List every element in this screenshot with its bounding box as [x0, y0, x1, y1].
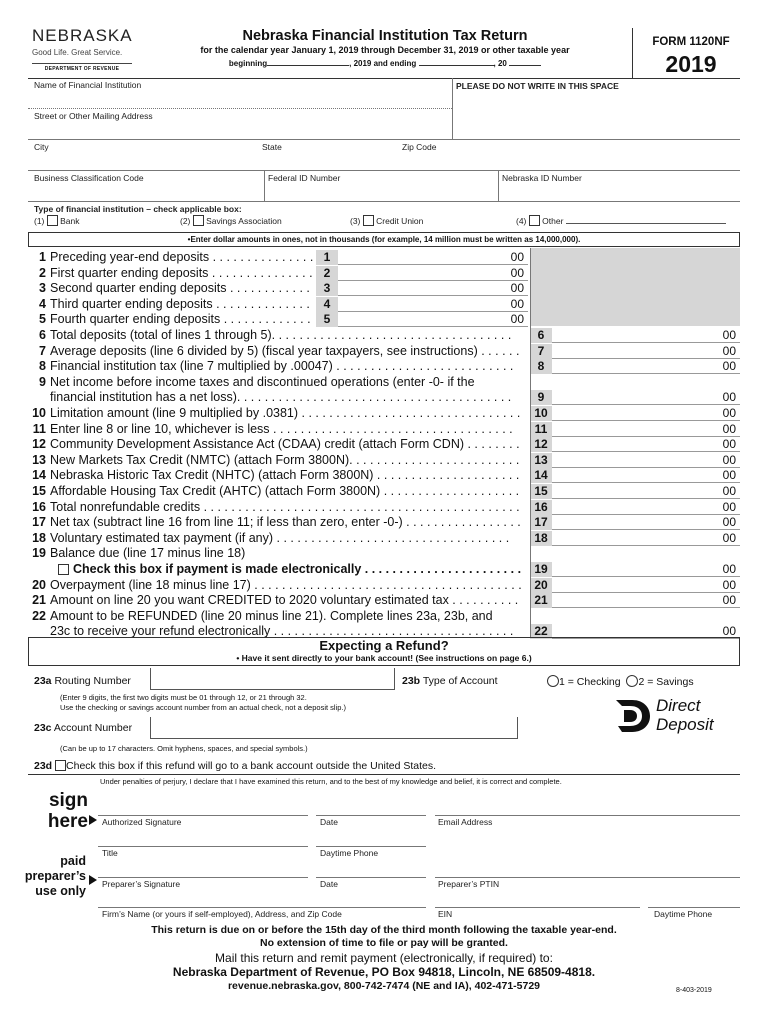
line-number: 12: [32, 437, 46, 451]
line-text: New Markets Tax Credit (NMTC) (attach Form 3800N). . . . . . . . . . . . . . . . . . . . . . . . .: [50, 453, 520, 467]
amount-field-16[interactable]: [552, 500, 740, 515]
line-15: [32, 484, 519, 499]
cents-9: 00: [722, 390, 736, 404]
line-box-12: 12: [530, 437, 552, 452]
line-9: [32, 375, 475, 390]
line-box-20: 20: [530, 578, 552, 593]
credit-union-checkbox[interactable]: [363, 215, 374, 226]
line-number: 1: [39, 250, 46, 264]
form-year: 2019: [665, 51, 717, 77]
other-checkbox[interactable]: [529, 215, 540, 226]
amount-field-3[interactable]: [338, 281, 528, 296]
zip-label: Zip Code: [402, 142, 437, 152]
street-field[interactable]: [28, 109, 452, 138]
cents-15: 00: [722, 484, 736, 498]
amount-notice: •Enter dollar amounts in ones, not in thousands (for example, 14 million must be written as 14,000,000).: [28, 232, 740, 247]
line-text: Financial institution tax (line 7 multiplied by .00047) . . . . . . . . . . . . . . . . . . . . . . . . . .: [50, 359, 514, 373]
line-number: 9: [39, 375, 46, 389]
line-4: [32, 297, 310, 312]
line-box-11: 11: [530, 422, 552, 437]
authorized-signature-label: Authorized Signature: [102, 817, 182, 827]
line-2: [32, 266, 313, 281]
contact-info: revenue.nebraska.gov, 800-742-7474 (NE and IA), 402-471-5729: [227, 980, 541, 992]
line-text: Check this box if payment is made electronically . . . . . . . . . . . . . . . . . . . . . . .: [73, 562, 522, 576]
other-field[interactable]: [566, 223, 726, 224]
line-number: 18: [32, 531, 46, 545]
line-number: 17: [32, 515, 46, 529]
direct-deposit-logo: [614, 696, 724, 740]
authorized-signature-field[interactable]: [98, 793, 308, 815]
cents-10: 00: [722, 406, 736, 420]
fein-field[interactable]: [265, 171, 498, 200]
line-text: financial institution has a net loss). . . . . . . . . . . . . . . . . . . . . . . . . . . . . . . . . . . . . . . .: [50, 390, 512, 404]
cents-16: 00: [722, 500, 736, 514]
amount-field-14[interactable]: [552, 468, 740, 483]
routing-note-1: (Enter 9 digits, the first two digits must be 01 through 12, or 21 through 32.: [60, 693, 307, 702]
amount-field-21[interactable]: [552, 593, 740, 608]
firm-label: Firm’s Name (or yours if self-employed), Address, and Zip Code: [102, 909, 342, 919]
line-text: Affordable Housing Tax Credit (AHTC) (attach Form 3800N) . . . . . . . . . . . . . . . . . . . .: [50, 484, 520, 498]
mail-instruction: Mail this return and remit payment (electronically, if required) to:: [215, 951, 553, 965]
line-number: 8: [39, 359, 46, 373]
line-box-22: 22: [530, 624, 552, 639]
savings-association-checkbox[interactable]: [193, 215, 204, 226]
logo: [32, 26, 132, 72]
line-12: [32, 437, 520, 452]
bcc-label: Business Classification Code: [34, 173, 144, 183]
line-16: [32, 500, 520, 515]
checking-radio[interactable]: [547, 675, 559, 687]
cents-17: 00: [722, 515, 736, 529]
sign-here: sign here: [47, 790, 88, 832]
line-number: 5: [39, 312, 46, 326]
sign-arrow-icon: [89, 815, 97, 825]
ptin-field[interactable]: [435, 857, 740, 877]
sign-date-label: Date: [320, 817, 338, 827]
amount-field-11[interactable]: [552, 422, 740, 437]
line-box-6: 6: [530, 328, 552, 343]
phone-field[interactable]: [316, 826, 426, 846]
line-text: Overpayment (line 18 minus line 17) . . . . . . . . . . . . . . . . . . . . . . . . . . . . . . . . . . . . . . .: [50, 578, 522, 592]
line-number: 2: [39, 266, 46, 280]
line-text: Preceding year-end deposits . . . . . . . . . . . . . . .: [50, 250, 314, 264]
line-box-18: 18: [530, 531, 552, 546]
neid-label: Nebraska ID Number: [502, 173, 582, 183]
line-18: [32, 531, 509, 546]
line-22: [32, 609, 493, 624]
line-text: Limitation amount (line 9 multiplied by .0381) . . . . . . . . . . . . . . . . . . . . . . . . . . . . . . . .: [50, 406, 521, 420]
line-box-7: 7: [530, 344, 552, 359]
account-type-label: 23b Type of Account: [402, 675, 498, 687]
line-number: 13: [32, 453, 46, 467]
line-text: Net income before income taxes and discontinued operations (enter -0- if the: [50, 375, 475, 389]
line-box-1: 1: [316, 250, 338, 265]
line-box-13: 13: [530, 453, 552, 468]
account-note: (Can be up to 17 characters. Omit hyphens, spaces, and special symbols.): [60, 744, 308, 753]
preparer-arrow-icon: [89, 875, 97, 885]
cents-21: 00: [722, 593, 736, 607]
amount-field-15[interactable]: [552, 484, 740, 499]
cents-8: 00: [722, 359, 736, 373]
line-20: [32, 578, 522, 593]
line-text: Fourth quarter ending deposits . . . . . . . . . . . . .: [50, 312, 311, 326]
line-box-19: 19: [530, 562, 552, 577]
line-9: [32, 390, 511, 405]
city-field[interactable]: [28, 140, 258, 169]
routing-label: 23a Routing Number: [34, 675, 131, 687]
preparer-date-label: Date: [320, 879, 338, 889]
line-11: [32, 422, 513, 437]
amount-field-9[interactable]: [552, 390, 740, 405]
line-21: [32, 593, 518, 608]
state-label: State: [262, 142, 282, 152]
cents-5: 00: [510, 312, 524, 326]
amount-field-19[interactable]: [552, 562, 740, 577]
line-number: 3: [39, 281, 46, 295]
line-text: Total nonrefundable credits . . . . . . . . . . . . . . . . . . . . . . . . . . . . . . . . . . . . . . . . . . . . . .: [50, 500, 520, 514]
account-type-options: 1 = Checking 2 = Savings: [547, 675, 694, 688]
line-text: Amount on line 20 you want CREDITED to 2020 voluntary estimated tax . . . . . . . . . .: [50, 593, 519, 607]
amount-field-18[interactable]: [552, 531, 740, 546]
line-text: Amount to be REFUNDED (line 20 minus line 21). Complete lines 23a, 23b, and: [50, 609, 493, 623]
amount-field-5[interactable]: [338, 312, 528, 327]
line-8: [32, 359, 513, 374]
ein-field[interactable]: [435, 888, 640, 907]
routing-note-2: Use the checking or savings account number from an actual check, not a deposit slip.): [60, 703, 346, 712]
paid-preparer: paid preparer’s use only: [24, 854, 86, 898]
line-text: Total deposits (total of lines 1 through 5). . . . . . . . . . . . . . . . . . . . . . . . . . . . . . . . . . .: [50, 328, 512, 342]
line-3: [32, 281, 310, 296]
line-5: [32, 312, 311, 327]
line-box-3: 3: [316, 281, 338, 296]
line-14: [32, 468, 519, 483]
do-not-write-label: PLEASE DO NOT WRITE IN THIS SPACE: [456, 81, 619, 91]
line-box-9: 9: [530, 390, 552, 405]
cents-14: 00: [722, 468, 736, 482]
amount-field-20[interactable]: [552, 578, 740, 593]
line-number: 21: [32, 593, 46, 607]
amount-field-4[interactable]: [338, 297, 528, 312]
line-number: 15: [32, 484, 46, 498]
preparer-signature-field[interactable]: [98, 857, 308, 877]
cents-1: 00: [510, 250, 524, 264]
cents-22: 00: [722, 624, 736, 638]
line-box-15: 15: [530, 484, 552, 499]
direct-deposit-word-1: Direct: [656, 696, 701, 715]
refund-box: [28, 637, 740, 666]
line-number: 10: [32, 406, 46, 420]
preparer-phone-label: Daytime Phone: [654, 909, 713, 919]
account-number-label: 23c Account Number: [34, 722, 133, 734]
line-6: [32, 328, 511, 343]
line-text: 23c to receive your refund electronically . . . . . . . . . . . . . . . . . . . . . . . . . . . . . . . . . . .: [50, 624, 514, 638]
amount-field-7[interactable]: [552, 344, 740, 359]
line-text: Community Development Assistance Act (CDAA) credit (attach Form CDN) . . . . . . . .: [50, 437, 520, 451]
direct-deposit-word-2: Deposit: [656, 715, 714, 734]
line-text: Second quarter ending deposits . . . . . . . . . . . .: [50, 281, 310, 295]
state-field[interactable]: [258, 140, 398, 169]
amount-field-13[interactable]: [552, 453, 740, 468]
line-number: 19: [32, 546, 46, 560]
line-box-14: 14: [530, 468, 552, 483]
line-number: 16: [32, 500, 46, 514]
form-title: Nebraska Financial Institution Tax Return: [242, 28, 528, 44]
cents-13: 00: [722, 453, 736, 467]
line-box-10: 10: [530, 406, 552, 421]
refund-heading: Expecting a Refund?: [319, 638, 449, 653]
foreign-account-row: 23d Check this box if this refund will go to a bank account outside the United States.: [34, 760, 437, 772]
amount-field-6[interactable]: [552, 328, 740, 343]
line-text: Voluntary estimated tax payment (if any) . . . . . . . . . . . . . . . . . . . . . . . . . . . . . . . . . .: [50, 531, 510, 545]
ein-label: EIN: [438, 909, 453, 919]
line-box-2: 2: [316, 266, 338, 281]
line-box-8: 8: [530, 359, 552, 374]
line-text: Nebraska Historic Tax Credit (NHTC) (attach Form 3800N) . . . . . . . . . . . . . . . . . . . . .: [50, 468, 520, 482]
line-13: [32, 453, 519, 468]
cents-6: 00: [722, 328, 736, 342]
amount-field-8[interactable]: [552, 359, 740, 374]
line-19: [32, 546, 245, 561]
line-text: Net tax (subtract line 16 from line 11; if less than zero, enter -0-) . . . . . . . . . . . . . . . . .: [50, 515, 521, 529]
cents-19: 00: [722, 562, 736, 576]
line-number: 22: [32, 609, 46, 623]
line-number: 6: [39, 328, 46, 342]
amount-field-10[interactable]: [552, 406, 740, 421]
line-number: 4: [39, 297, 46, 311]
line-7: [32, 344, 519, 359]
line-box-17: 17: [530, 515, 552, 530]
line-box-5: 5: [316, 312, 338, 327]
logo-dept: DEPARTMENT OF REVENUE: [44, 66, 120, 72]
form-number: 8-403-2019: [676, 987, 712, 994]
type-heading: Type of financial institution – check applicable box:: [34, 204, 242, 214]
line-box-16: 16: [530, 500, 552, 515]
line-number: 14: [32, 468, 46, 482]
neid-field[interactable]: [499, 171, 740, 200]
email-field[interactable]: [435, 793, 740, 815]
refund-sub: • Have it sent directly to your bank account! (See instructions on page 6.): [236, 653, 532, 663]
bcc-field[interactable]: [28, 171, 264, 200]
preparer-phone-field[interactable]: [648, 888, 740, 907]
due-date-1: This return is due on or before the 15th day of the third month following the taxable year-end.: [151, 924, 617, 936]
logo-name: NEBRASKA: [32, 26, 133, 45]
line-text: Enter line 8 or line 10, whichever is less . . . . . . . . . . . . . . . . . . . . . . . . . . . . . . . . . . .: [50, 422, 513, 436]
cents-12: 00: [722, 437, 736, 451]
bank-checkbox[interactable]: [47, 215, 58, 226]
line-number: 7: [39, 344, 46, 358]
cents-11: 00: [722, 422, 736, 436]
name-label: Name of Financial Institution: [34, 80, 142, 90]
name-field[interactable]: [28, 79, 452, 108]
amount-field-17[interactable]: [552, 515, 740, 530]
logo-tagline: Good Life. Great Service.: [32, 48, 123, 57]
cents-3: 00: [510, 281, 524, 295]
due-date-2: No extension of time to file or pay will be granted.: [260, 937, 508, 949]
preparer-date-field[interactable]: [316, 857, 426, 877]
zip-field[interactable]: [398, 140, 740, 169]
cents-4: 00: [510, 297, 524, 311]
routing-field[interactable]: [150, 668, 395, 690]
form-id: FORM 1120NF: [652, 36, 730, 48]
mail-address: Nebraska Department of Revenue, PO Box 94818, Lincoln, NE 68509-4818.: [172, 965, 596, 979]
line-box-21: 21: [530, 593, 552, 608]
line-number: 11: [32, 422, 46, 436]
cents-20: 00: [722, 578, 736, 592]
amount-field-2[interactable]: [338, 266, 528, 281]
fein-label: Federal ID Number: [268, 173, 341, 183]
amount-field-1[interactable]: [338, 250, 528, 265]
preparer-signature-label: Preparer’s Signature: [102, 879, 181, 889]
cents-7: 00: [722, 344, 736, 358]
line-number: 20: [32, 578, 46, 592]
street-label: Street or Other Mailing Address: [34, 111, 153, 121]
perjury-statement: Under penalties of perjury, I declare that I have examined this return, and to the best of my knowledge and belief, it is correct and complete.: [100, 777, 562, 786]
line-1: [32, 250, 313, 265]
cents-2: 00: [510, 266, 524, 280]
sign-date-field[interactable]: [316, 793, 426, 815]
line-text: Balance due (line 17 minus line 18): [50, 546, 246, 560]
form-subtitle: for the calendar year January 1, 2019 through December 31, 2019 or other taxable year: [200, 45, 570, 55]
line-10: [32, 406, 520, 421]
account-number-field[interactable]: [150, 717, 518, 739]
line-text: Average deposits (line 6 divided by 5) (fiscal year taxpayers, see instructions) . . . . . .: [50, 344, 520, 358]
ptin-label: Preparer’s PTIN: [438, 879, 500, 889]
line-box-4: 4: [316, 297, 338, 312]
type-options: (1) Bank (2) Savings Association (3) Credit Union (4) Other: [34, 215, 734, 229]
direct-deposit-icon: [614, 696, 652, 736]
email-label: Email Address: [438, 817, 493, 827]
firm-field[interactable]: [98, 888, 426, 907]
line-text: Third quarter ending deposits . . . . . . . . . . . . . .: [50, 297, 310, 311]
line-17: [32, 515, 521, 530]
cents-18: 00: [722, 531, 736, 545]
city-label: City: [34, 142, 49, 152]
phone-label: Daytime Phone: [320, 848, 379, 858]
title-label: Title: [102, 848, 118, 858]
line-19: [32, 562, 521, 577]
savings-radio[interactable]: [626, 675, 638, 687]
amount-field-12[interactable]: [552, 437, 740, 452]
line-text: First quarter ending deposits . . . . . . . . . . . . . . .: [50, 266, 313, 280]
electronic-payment-checkbox[interactable]: [58, 564, 69, 575]
tax-period: beginning , 2019 and ending , 20: [150, 59, 620, 68]
foreign-account-checkbox[interactable]: [55, 760, 66, 771]
title-field[interactable]: [98, 826, 308, 846]
